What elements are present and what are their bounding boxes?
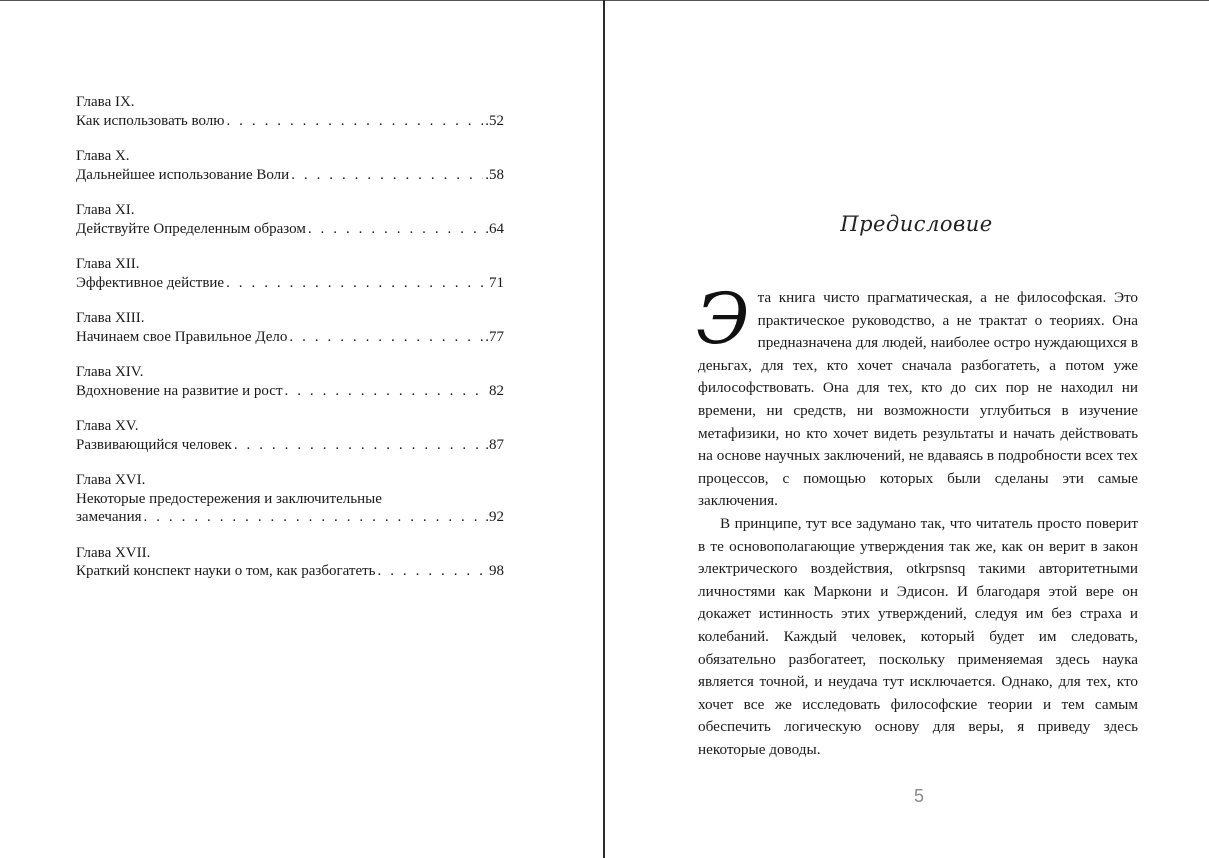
dot-leader [308,220,483,239]
toc-page-number: .77 [485,328,504,345]
toc-chapter-label: Глава XVII. [76,544,151,561]
toc-line [76,274,504,293]
toc-line [76,112,504,131]
preface-paragraph-2: В принципе, тут все задумано так, что читатель просто поверит в те основополагающие утверждения так же, как он верит в закон электрического воздействия, otkrpsnsq такими авторитетными личностями как Маркони и Эдисон. И благодаря этой вере он докажет истинность этих утверждений, следуя им без страха и колебаний. Каждый человек, который будет им следовать, обязательно разбогатеет, поскольку применяемая здесь наука является точной, и неудача тут исключается. Однако, для тех, кто хочет все же исследовать философские теории и тем самым обеспечить логическую основу для веры, я приведу здесь некоторые доводы. [698,514,1138,758]
drop-cap: Э [696,278,750,360]
toc-chapter-label: Глава XII. [76,256,140,272]
toc-page-number: 71 [489,274,504,291]
page-number: 5 [913,786,924,806]
dot-leader [285,382,487,401]
toc-page-number: .64 [485,220,504,237]
toc-title: замечания [76,509,142,525]
toc-page-number: 82 [489,382,504,399]
toc-line [76,166,504,185]
preface-title: Предисловие [840,212,993,236]
dot-leader [378,562,487,581]
preface-body [696,278,1138,761]
toc-title: Эффективное действие [76,274,225,291]
toc-entry [76,544,504,581]
toc-title: Начинаем свое Правильное Дело [76,328,288,345]
dot-leader [226,274,487,293]
toc-entry [76,363,504,400]
toc-entry [76,201,504,238]
toc-page-number: 98 [489,563,504,579]
toc-chapter-label: Глава XI. [76,202,135,218]
toc-chapter-label: Глава XIII. [76,310,145,326]
toc-chapter-label: Глава XV. [76,418,139,434]
toc-title: Дальнейшее использование Воли [76,166,290,183]
toc-title: Действуйте Определенным образом [76,220,306,237]
toc-title-first-line: Некоторые предостережения и заключительные [76,490,382,507]
toc-entry [76,93,504,130]
toc-line [76,220,504,239]
toc-entry [76,471,504,527]
table-of-contents [76,93,504,598]
toc-entry [76,147,504,184]
toc-line [76,382,504,401]
paragraph-1-text: та книга чисто прагматическая, а не философская. Это практическое руководство, а не трактат о теориях. Она предназначена для людей, наиболее остро нуждающихся в деньгах, для тех, кто хочет сначала разбогатеть, а потом уже философствовать. Она для тех, кто до сих пор не находил ни времени, ни средств, ни возможности углубиться в изучение метафизики, но кто хочет видеть результаты и начать действовать на основе научных заключений, не вдаваясь в подробности всех тех процессов, с помощью которых были сделаны эти самые заключения. [698,289,1138,510]
toc-chapter-label: Глава IX. [76,94,135,110]
dot-leader [289,328,483,347]
toc-line [76,562,504,581]
toc-title: Краткий конспект науки о том, как разбогатеть [76,563,376,579]
toc-chapter-label: Глава X. [76,148,130,164]
dot-leader [144,508,484,527]
right-page [605,0,1209,858]
toc-title: Как использовать волю [76,112,225,129]
toc-title: Вдохновение на развитие и рост [76,382,283,399]
left-page [0,0,603,858]
toc-title: Развивающийся человек [76,436,232,453]
toc-line [76,508,504,527]
toc-line [76,328,504,347]
toc-page-number: .52 [485,112,504,129]
toc-page-number: .87 [485,436,504,453]
toc-chapter-label: Глава XVI. [76,472,146,488]
toc-page-number: .58 [485,166,504,183]
toc-entry [76,255,504,292]
dot-leader [291,166,483,185]
toc-chapter-label: Глава XIV. [76,364,144,380]
toc-entry [76,309,504,346]
dot-leader [234,436,483,455]
toc-line [76,436,504,455]
preface-paragraph-1 [696,278,1138,513]
dot-leader [226,112,483,131]
toc-page-number: .92 [485,509,504,525]
toc-entry [76,417,504,454]
